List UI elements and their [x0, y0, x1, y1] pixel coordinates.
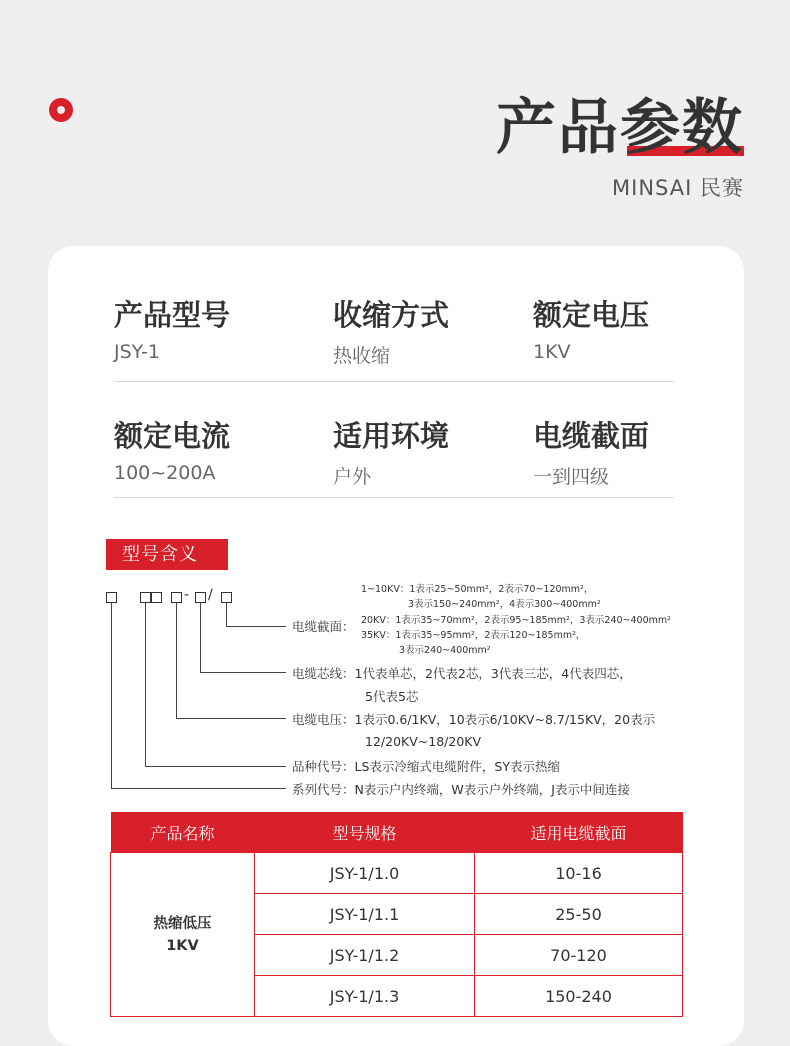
- page-title: 产品参数: [496, 93, 744, 163]
- section-line: 35KV：1表示35~95mm²，2表示120~185mm²，: [361, 630, 586, 641]
- core-description: 电缆芯线：1代表单芯，2代表2芯，3代表三芯，4代表四芯，: [292, 666, 632, 681]
- section-cell: 10-16: [475, 853, 683, 894]
- param-rated-voltage: [533, 297, 649, 363]
- param-label: 收缩方式: [333, 298, 450, 332]
- connector-line: [200, 603, 201, 672]
- param-environment: [333, 418, 449, 489]
- param-shrink-method: [333, 297, 449, 368]
- product-voltage: 1KV: [166, 937, 199, 954]
- param-label: 适用环境: [333, 419, 450, 453]
- code-box-variety: [140, 592, 151, 603]
- voltage-description: 电缆电压：1表示0.6/1KV，10表示6/10KV~8.7/15KV，20表示: [292, 712, 656, 727]
- param-label: 额定电压: [533, 298, 650, 332]
- code-box-voltage-b: [171, 592, 182, 603]
- param-value: 一到四级: [533, 466, 610, 488]
- param-label: 额定电流: [114, 419, 231, 453]
- param-value: 热收缩: [333, 345, 391, 367]
- section-line: 1~10KV：1表示25~50mm²，2表示70~120mm²，: [361, 584, 594, 595]
- variety-description: 品种代号：LS表示冷缩式电缆附件，SY表示热缩: [292, 759, 560, 774]
- code-box-voltage-a: [151, 592, 162, 603]
- param-label: 电缆截面: [533, 419, 650, 453]
- voltage-description-cont: 12/20KV~18/20KV: [365, 734, 482, 749]
- code-box-section: [221, 592, 232, 603]
- param-label: 产品型号: [114, 298, 231, 332]
- param-value: JSY-1: [114, 341, 160, 363]
- param-value: 100~200A: [114, 462, 216, 484]
- connector-line: [111, 788, 286, 789]
- table-row: [111, 853, 683, 894]
- connector-line: [145, 766, 286, 767]
- code-slash: /: [208, 587, 213, 603]
- section-cell: 25-50: [475, 894, 683, 935]
- section-line: 20KV：1表示35~70mm²，2表示95~185mm²，3表示240~400mm²: [361, 615, 671, 626]
- param-value: 1KV: [533, 341, 571, 363]
- code-box-core: [195, 592, 206, 603]
- table-header-row: [111, 812, 683, 853]
- section-line: 3表示150~240mm²，4表示300~400mm²: [408, 599, 601, 610]
- spec-table: [110, 812, 683, 1017]
- model-cell: JSY-1/1.3: [255, 976, 475, 1017]
- param-cable-section: [533, 418, 649, 489]
- section-cell: 70-120: [475, 935, 683, 976]
- section-line: 3表示240~400mm²: [399, 645, 491, 656]
- section-cell: 150-240: [475, 976, 683, 1017]
- section-label: 电缆截面：: [292, 619, 355, 634]
- connector-line: [200, 672, 286, 673]
- connector-line: [111, 603, 112, 788]
- param-value: 户外: [333, 466, 372, 488]
- red-dot-icon: [49, 98, 73, 122]
- connector-line: [226, 603, 227, 626]
- model-meaning-tag: 型号含义: [106, 539, 228, 570]
- model-cell: JSY-1/1.2: [255, 935, 475, 976]
- connector-line: [176, 603, 177, 718]
- divider: [114, 497, 674, 498]
- code-dash: -: [184, 587, 190, 603]
- product-name-cell: [111, 853, 255, 1017]
- column-header: 适用电缆截面: [475, 812, 683, 853]
- column-header: 型号规格: [255, 812, 475, 853]
- model-cell: JSY-1/1.1: [255, 894, 475, 935]
- core-description-cont: 5代表5芯: [365, 689, 419, 704]
- brand-subtitle: MINSAI 民赛: [612, 176, 744, 200]
- param-model: [114, 297, 230, 363]
- param-rated-current: [114, 418, 230, 484]
- model-cell: JSY-1/1.0: [255, 853, 475, 894]
- column-header: 产品名称: [111, 812, 255, 853]
- connector-line: [145, 603, 146, 766]
- divider: [114, 381, 674, 382]
- code-box-series: [106, 592, 117, 603]
- connector-line: [176, 718, 286, 719]
- connector-line: [226, 626, 286, 627]
- product-name: 热缩低压: [153, 915, 212, 932]
- series-description: 系列代号：N表示户内终端，W表示户外终端，J表示中间连接: [292, 782, 630, 797]
